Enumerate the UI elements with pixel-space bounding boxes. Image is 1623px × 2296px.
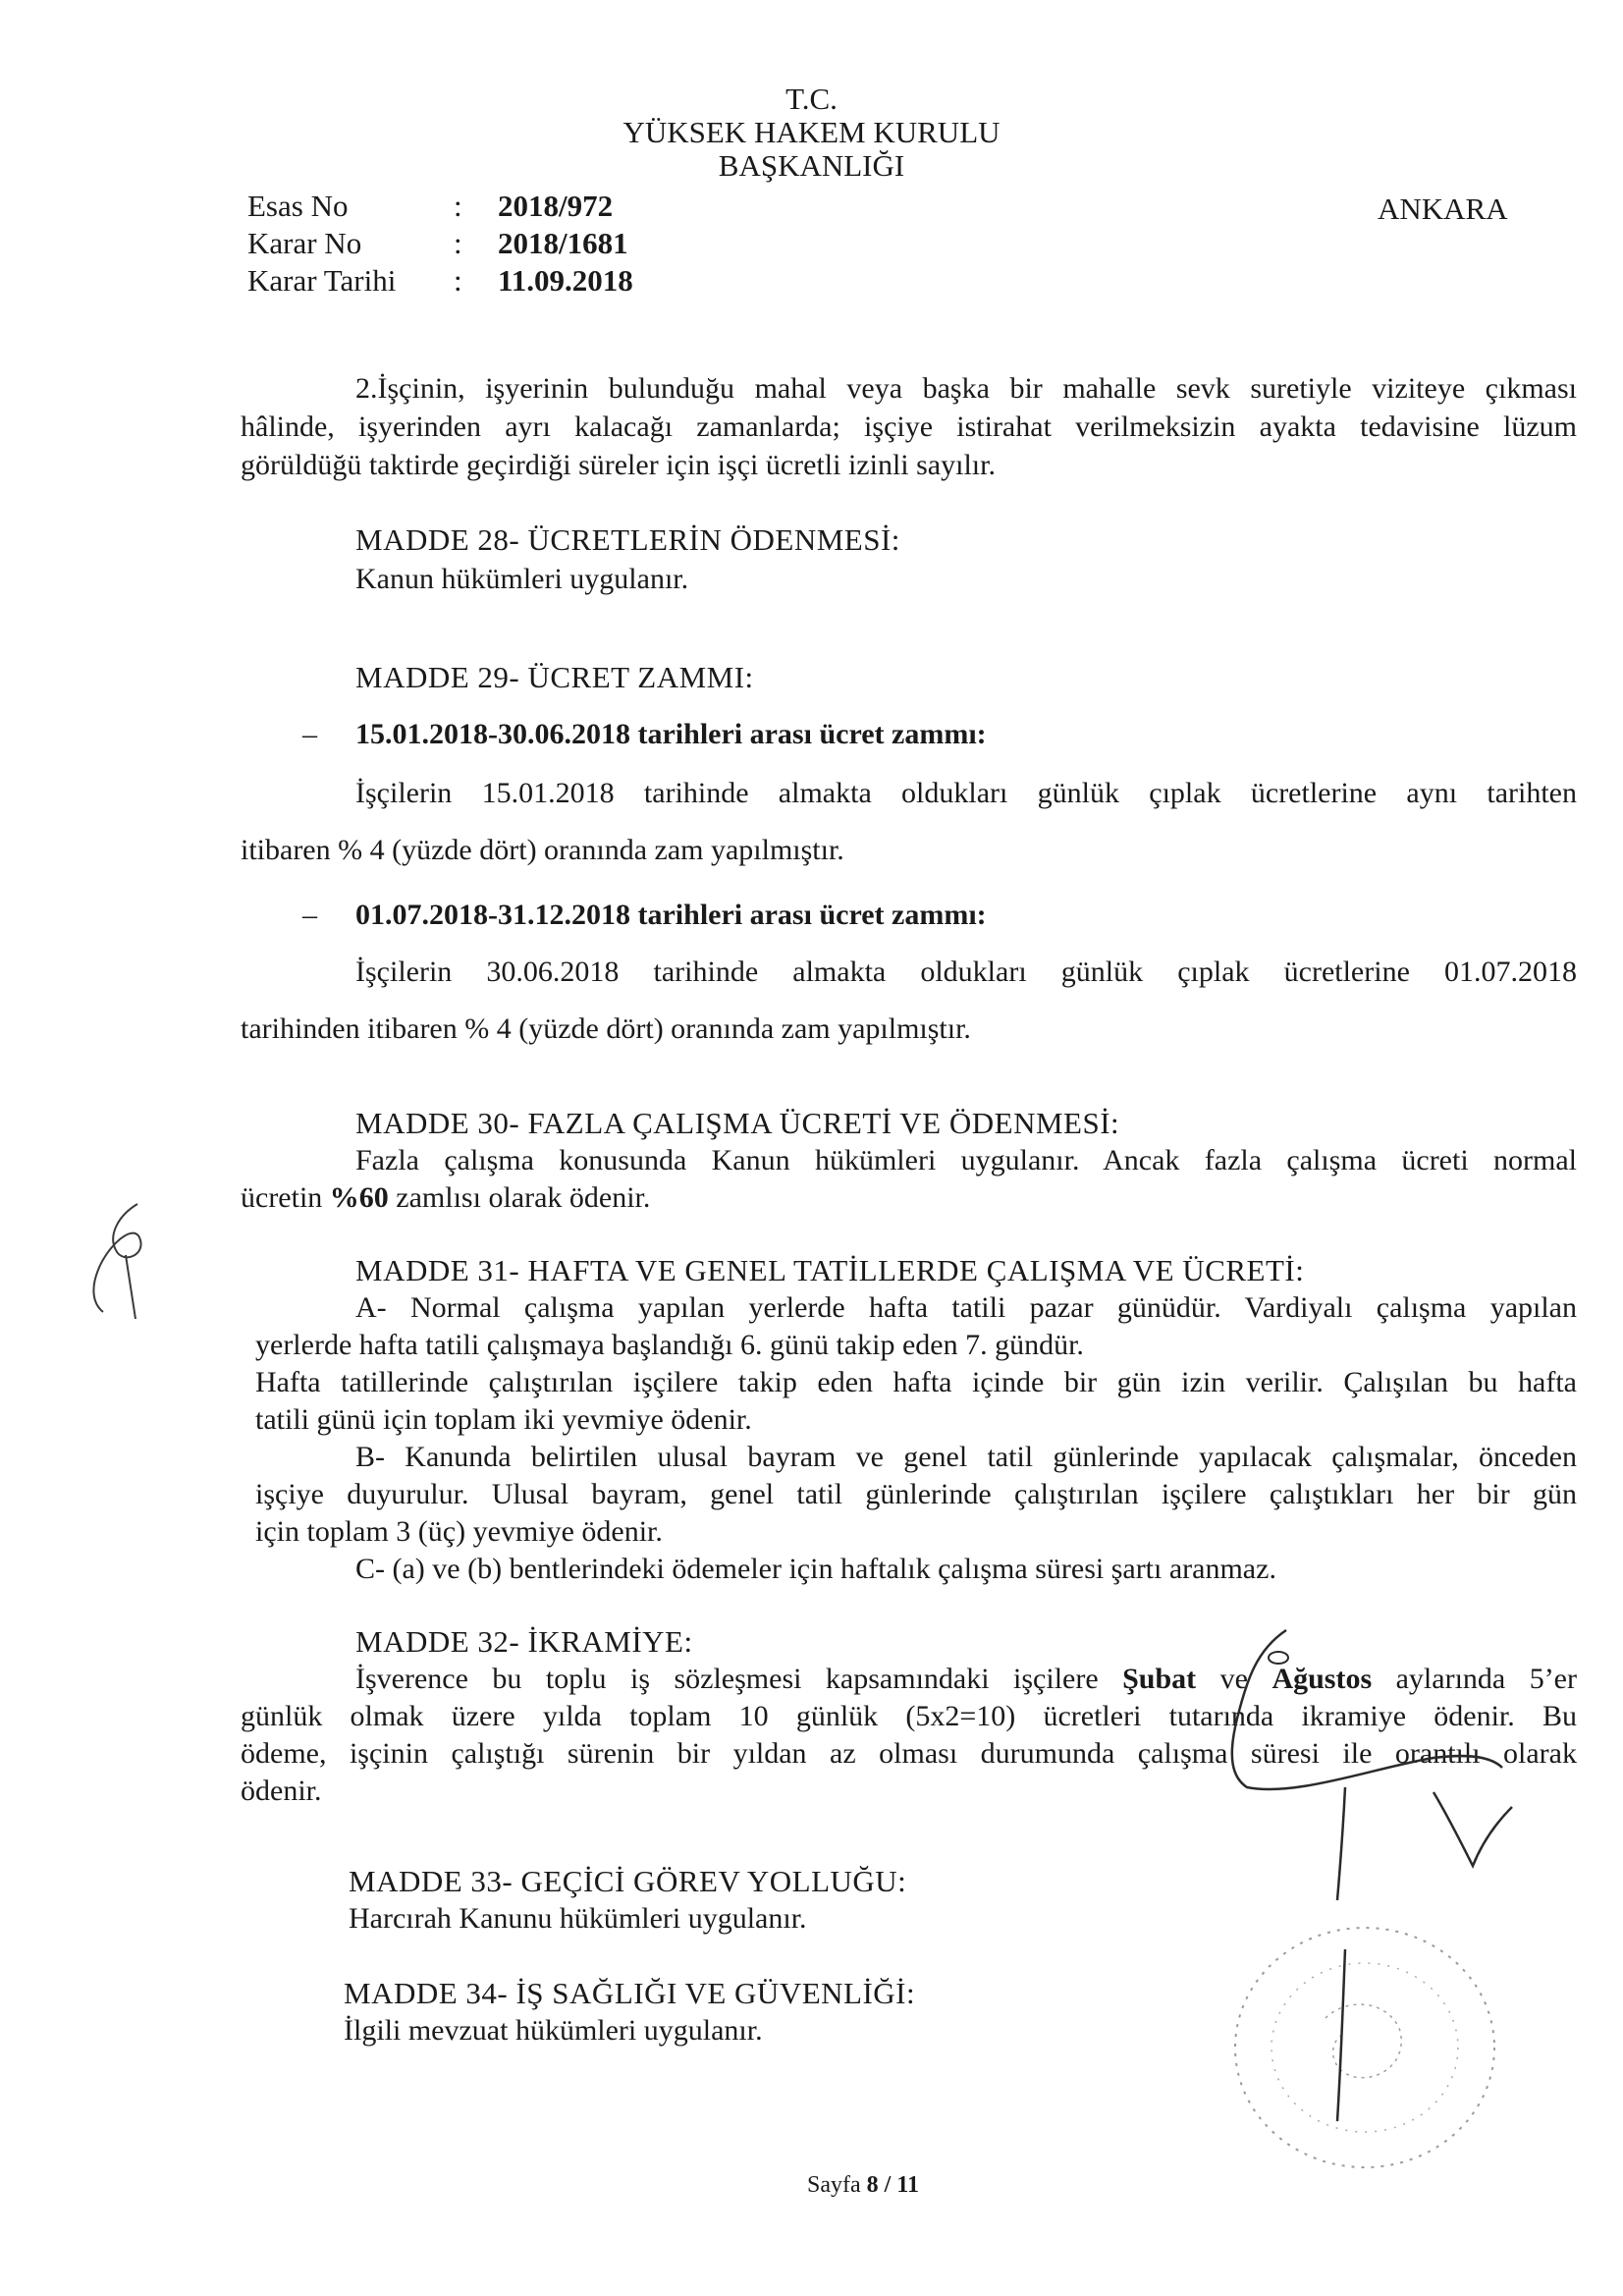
madde-34-text: İlgili mevzuat hükümleri uygulanır.: [344, 2014, 763, 2047]
karar-sep: :: [454, 226, 462, 260]
madde-32-month-subat: Şubat: [1122, 1663, 1197, 1695]
madde-31-a-line-3: Hafta tatillerinde çalıştırılan işçilere takip eden hafta içinde bir gün izin verilir. Çalışılan bu hafta: [255, 1366, 1577, 1398]
karar-label: Karar No: [247, 226, 362, 260]
madde-30-l2a: ücretin: [241, 1181, 330, 1214]
madde-31-c-line-1: C- (a) ve (b) bentlerindeki ödemeler için haftalık çalışma süresi şartı aranmaz.: [355, 1553, 1276, 1585]
intro-line-2: hâlinde, işyerinden ayrı kalacağı zamanlarda; işçiye istirahat verilmeksizin ayakta tedavisine lüzum: [241, 410, 1577, 443]
header-institution: YÜKSEK HAKEM KURULU: [622, 115, 1001, 149]
madde-29-p2-line-1: İşçilerin 30.06.2018 tarihinde almakta oldukları günlük çıplak ücretlerine 01.07.2018: [355, 956, 1577, 988]
intro-line-1: 2.İşçinin, işyerinin bulunduğu mahal veya başka bir mahalle sevk suretiyle viziteye çıkması: [355, 372, 1577, 405]
esas-sep: :: [454, 189, 462, 223]
tarih-label: Karar Tarihi: [247, 263, 397, 298]
madde-31-b-line-3: için toplam 3 (üç) yevmiye ödenir.: [255, 1515, 663, 1548]
madde-28-text: Kanun hükümleri uygulanır.: [355, 563, 689, 595]
madde-30-line-2: [241, 1178, 650, 1217]
madde-32-line-4: ödenir.: [241, 1775, 322, 1807]
madde-30-title: MADDE 30- FAZLA ÇALIŞMA ÜCRETİ VE ÖDENMESİ:: [355, 1106, 1120, 1140]
madde-30-line-1: Fazla çalışma konusunda Kanun hükümleri uygulanır. Ancak fazla çalışma ücreti normal: [355, 1144, 1577, 1176]
page-total: 11: [896, 2172, 920, 2198]
madde-33-text: Harcırah Kanunu hükümleri uygulanır.: [349, 1902, 807, 1935]
madde-29-p2-line-2: tarihinden itibaren % 4 (yüzde dört) oranında zam yapılmıştır.: [241, 1012, 971, 1045]
page-prefix: Sayfa: [807, 2172, 867, 2198]
tarih-value: 11.09.2018: [498, 263, 633, 298]
madde-29-p1-line-2: itibaren % 4 (yüzde dört) oranında zam yapılmıştır.: [241, 834, 844, 866]
madde-31-a-line-4: tatili günü için toplam iki yevmiye ödenir.: [255, 1403, 752, 1436]
madde-32-month-agustos: Ağustos: [1271, 1663, 1373, 1695]
page-number: [807, 2172, 919, 2199]
header-tc: T.C.: [785, 82, 838, 116]
madde-29-title: MADDE 29- ÜCRET ZAMMI:: [355, 660, 754, 694]
madde-33-title: MADDE 33- GEÇİCİ GÖREV YOLLUĞU:: [349, 1864, 907, 1898]
madde-30-l2c: zamlısı olarak ödenir.: [388, 1181, 651, 1214]
tarih-sep: :: [454, 263, 462, 298]
madde-29-subtitle-1: 15.01.2018-30.06.2018 tarihleri arası ücret zammı:: [355, 718, 987, 750]
esas-value: 2018/972: [498, 189, 614, 223]
page-sep: /: [878, 2172, 897, 2198]
handwritten-initial-icon: [79, 1196, 167, 1324]
madde-31-title: MADDE 31- HAFTA VE GENEL TATİLLERDE ÇALIŞMA VE ÜCRETİ:: [355, 1253, 1305, 1287]
madde-31-a-line-2: yerlerde hafta tatili çalışmaya başlandığı 6. günü takip eden 7. gündür.: [255, 1329, 1084, 1361]
madde-31-a-line-1: A- Normal çalışma yapılan yerlerde hafta tatili pazar günüdür. Vardiyalı çalışma yapılan: [355, 1291, 1577, 1324]
signature-icon: [1178, 1611, 1532, 1905]
intro-line-3: görüldüğü taktirde geçirdiği süreler için işçi ücretli izinli sayılır.: [241, 449, 996, 481]
madde-32-line-2: günlük olmak üzere yılda toplam 10 günlük (5x2=10) ücretleri tutarında ikramiye ödenir. Bu: [241, 1700, 1577, 1732]
madde-28-title: MADDE 28- ÜCRETLERİN ÖDENMESİ:: [355, 522, 900, 557]
madde-30-percent: %60: [329, 1181, 389, 1214]
madde-32-title: MADDE 32- İKRAMİYE:: [355, 1624, 693, 1659]
madde-32-line-3: ödeme, işçinin çalıştığı sürenin bir yıldan az olması durumunda çalışma süresi ile orantılı olarak: [241, 1737, 1577, 1770]
bullet-dash-2: –: [302, 899, 317, 931]
karar-value: 2018/1681: [498, 226, 628, 260]
header-department: BAŞKANLIĞI: [718, 148, 905, 183]
madde-31-b-line-2: işçiye duyurulur. Ulusal bayram, genel tatil günlerinde çalıştırılan işçilere çalıştıkları her bir gün: [255, 1478, 1577, 1510]
bullet-dash-1: –: [302, 718, 317, 750]
page-current: 8: [866, 2172, 879, 2198]
madde-32-l1a: İşverence bu toplu iş sözleşmesi kapsamındaki işçilere: [355, 1663, 1123, 1695]
esas-label: Esas No: [247, 189, 349, 223]
madde-32-l1c: ve: [1196, 1663, 1272, 1695]
madde-34-title: MADDE 34- İŞ SAĞLIĞI VE GÜVENLİĞİ:: [344, 1976, 916, 2010]
header-city: ANKARA: [1378, 191, 1508, 226]
official-seal-icon: [1217, 1910, 1512, 2185]
madde-29-subtitle-2: 01.07.2018-31.12.2018 tarihleri arası ücret zammı:: [355, 899, 987, 931]
madde-32-l1e: aylarında 5’er: [1372, 1663, 1577, 1695]
madde-29-p1-line-1: İşçilerin 15.01.2018 tarihinde almakta oldukları günlük çıplak ücretlerine aynı tarihten: [355, 777, 1577, 809]
madde-31-b-line-1: B- Kanunda belirtilen ulusal bayram ve genel tatil günlerinde yapılacak çalışmalar, önceden: [355, 1441, 1577, 1473]
